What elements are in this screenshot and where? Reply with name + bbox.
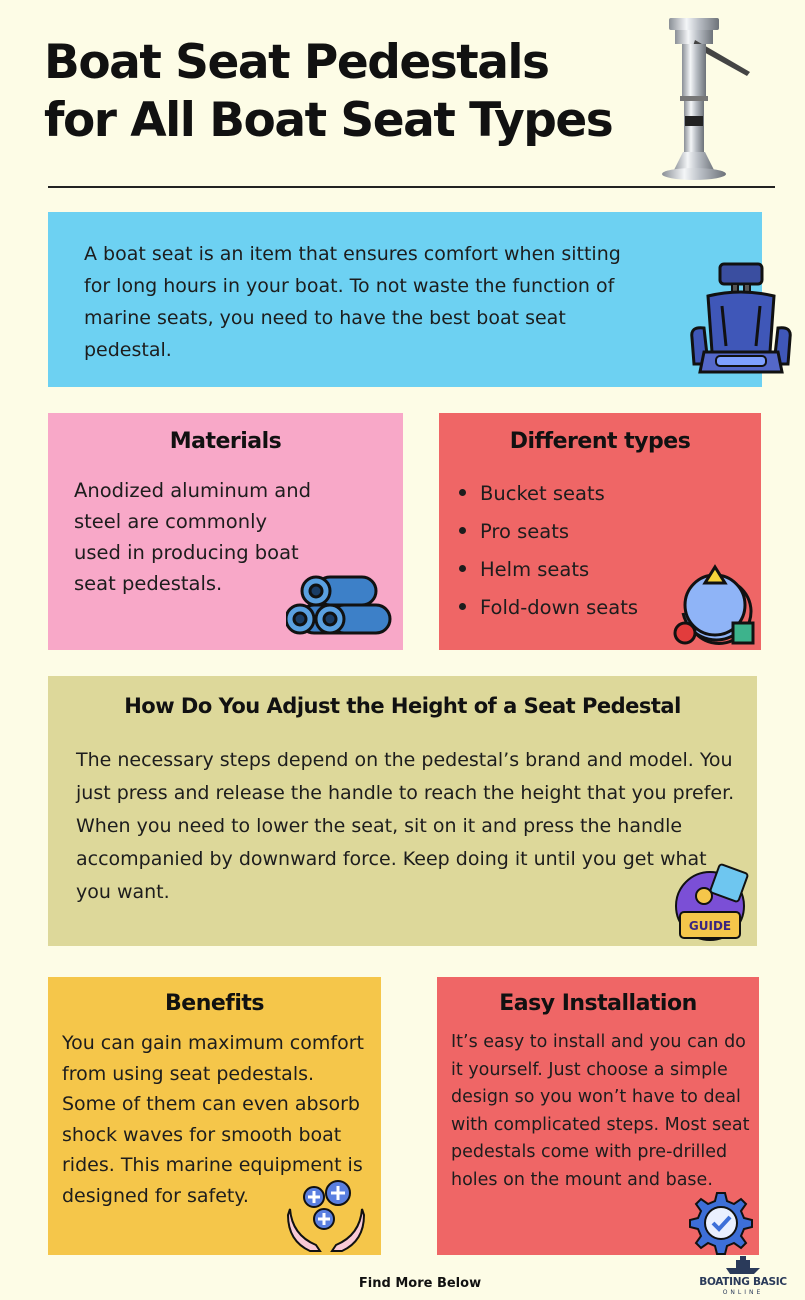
benefits-text: You can gain maximum comfort from using seat pedestals. Some of them can even absorb shock waves for smooth boat rides. This marine equipment is designed for safety.: [62, 1032, 364, 1207]
adjust-text: The necessary steps depend on the pedestal’s brand and model. You just press and release the handle to reach the height that you prefer. When you need to lower the seat, sit on it and press the handle accompanied by downward force. Keep doing it until you get what you want.: [76, 749, 735, 903]
boat-seat-pedestal-image: [655, 12, 765, 182]
guide-icon: [674, 862, 754, 946]
logo-name: BOATING BASIC: [699, 1276, 787, 1288]
list-item: Bucket seats: [459, 475, 638, 513]
site-logo[interactable]: [688, 1254, 798, 1298]
shapes-icon: [673, 561, 757, 647]
materials-panel: [48, 413, 403, 650]
materials-heading: Materials: [169, 429, 282, 454]
list-item: Fold-down seats: [459, 589, 638, 627]
guide-label: GUIDE: [688, 919, 732, 933]
installation-heading: Easy Installation: [499, 991, 697, 1016]
header-divider: [48, 186, 775, 188]
benefits-heading: Benefits: [165, 991, 264, 1016]
title-line-1: Boat Seat Pedestals: [44, 35, 549, 90]
hands-plus-icon: [286, 1175, 366, 1253]
types-panel: [439, 413, 761, 650]
list-item: Pro seats: [459, 513, 638, 551]
materials-text: Anodized aluminum and steel are commonly used in producing boat seat pedestals.: [74, 479, 311, 595]
page-title: [44, 34, 644, 150]
installation-panel: [437, 977, 759, 1255]
adjust-height-panel: [48, 676, 757, 946]
types-heading: Different types: [509, 429, 691, 454]
title-line-2: for All Boat Seat Types: [44, 93, 613, 148]
gear-check-icon: [689, 1191, 753, 1255]
logo-subtitle: ONLINE: [722, 1289, 764, 1296]
car-seat-icon: [686, 260, 796, 380]
benefits-panel: [48, 977, 381, 1255]
list-item: Helm seats: [459, 551, 638, 589]
metal-pipes-icon: [286, 573, 396, 643]
intro-text: A boat seat is an item that ensures comfort when sitting for long hours in your boat. To not waste the function of marine seats, you need to have the best boat seat pedestal.: [84, 243, 621, 361]
boat-logo-icon: [722, 1254, 764, 1276]
find-more-link[interactable]: Find More Below: [358, 1276, 482, 1291]
adjust-heading: How Do You Adjust the Height of a Seat Pedestal: [124, 694, 681, 718]
types-list: [459, 475, 638, 627]
intro-panel: [48, 212, 762, 387]
installation-text: It’s easy to install and you can do it yourself. Just choose a simple design so you won’t have to deal with complicated steps. Most seat pedestals come with pre-drilled holes on the mount and base.: [451, 1032, 750, 1190]
